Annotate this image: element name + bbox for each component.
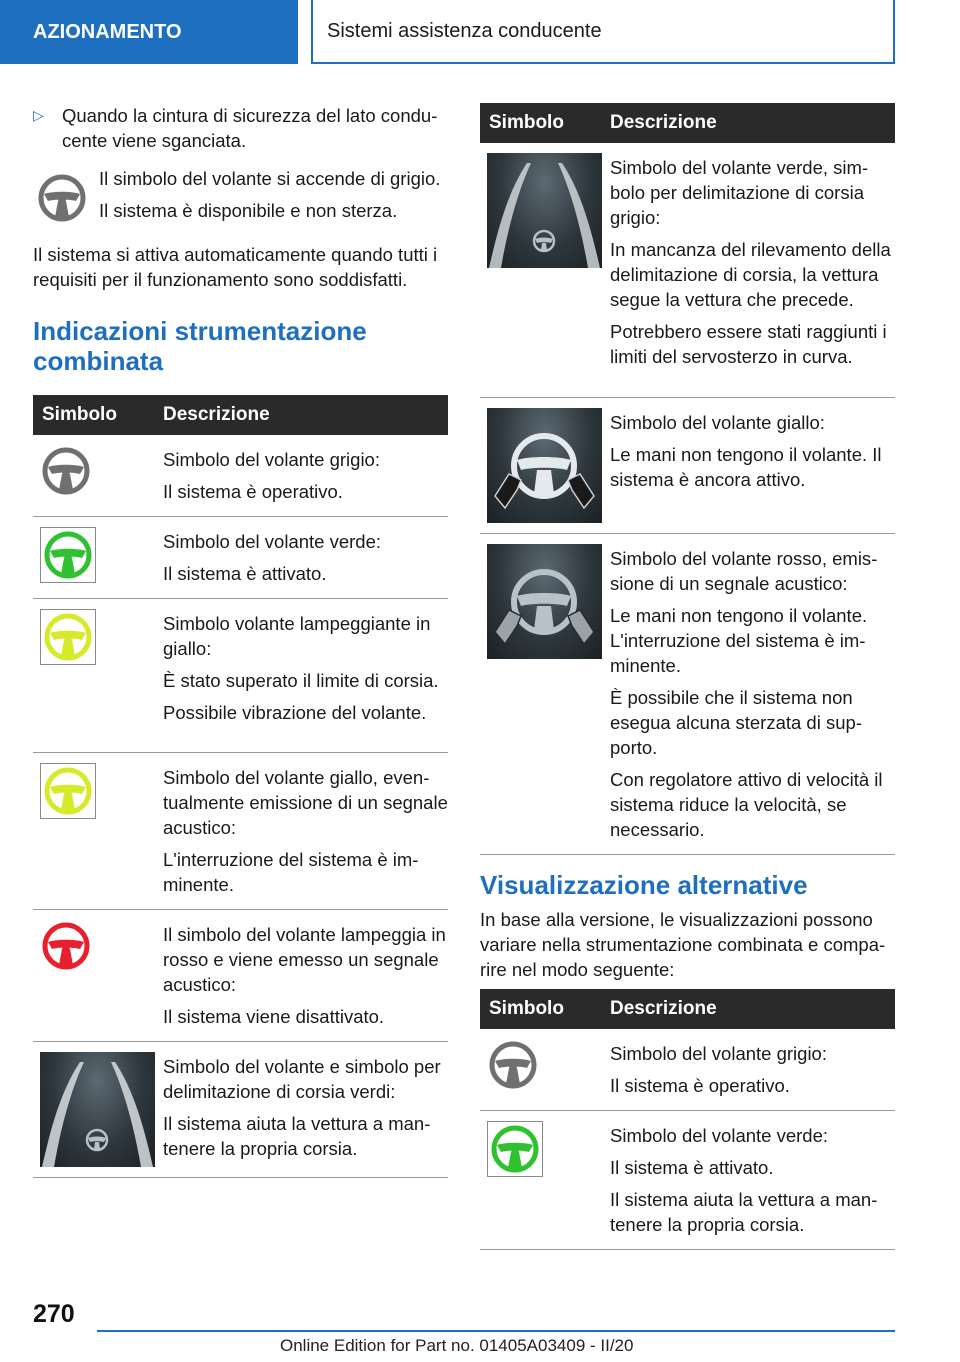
description-line: Le mani non tengono il volante. Il sistema è ancora attivo. <box>610 443 882 490</box>
description-line: Simbolo del volante grigio: <box>163 449 380 470</box>
description-line: Il sistema è operativo. <box>163 481 343 502</box>
steering-wheel-green-icon <box>480 1111 610 1182</box>
lane-boundaries-grey-icon <box>487 153 602 268</box>
footer-divider <box>97 1330 895 1332</box>
column-header-description: Descrizione <box>610 103 895 143</box>
description-line: Simbolo volante lampeggiante in giallo: <box>163 613 431 659</box>
description-line: Simbolo del volante rosso, emissione di un segnale acustico: <box>610 547 878 594</box>
description-line: L'interruzione del sistema è imminente. <box>163 849 419 895</box>
intro-line: Il simbolo del volante si accende di grigio. <box>99 168 441 189</box>
steering-wheel-grey-icon <box>33 435 163 502</box>
description-line: Il sistema aiuta la vettura a mantenere la propria corsia. <box>163 1113 431 1159</box>
column-header-symbol: Simbolo <box>480 989 610 1029</box>
activation-paragraph: Il sistema si attiva automaticamente quando tutti i requisiti per il funzionamento sono soddisfatti. <box>33 244 438 290</box>
description-line: Il sistema aiuta la vettura a mantenere la propria corsia. <box>610 1189 878 1235</box>
steering-wheel-red-icon <box>33 910 163 977</box>
symbol-table-right <box>480 103 895 855</box>
description-line: Simbolo del volante verde: <box>610 1125 829 1146</box>
description-line: Possibile vibrazione del volante. <box>163 702 427 723</box>
steering-wheel-green-icon <box>33 517 163 588</box>
intro-description <box>99 166 449 230</box>
bullet-item <box>33 103 448 153</box>
triangle-bullet-icon: ▷ <box>33 107 44 123</box>
bullet-text: Quando la cintura di sicurezza del lato conducente viene sganciata. <box>62 105 438 151</box>
header-chapter: Sistemi assistenza conducente <box>311 0 895 64</box>
table-row <box>480 143 895 397</box>
table-row <box>33 599 448 753</box>
description-line: Simbolo del volante verde: <box>163 531 382 552</box>
table-row <box>33 517 448 599</box>
table-row <box>33 910 448 1042</box>
column-header-description: Descrizione <box>610 989 895 1029</box>
description-line: Simbolo del volante giallo: <box>610 411 825 433</box>
section-heading: Indicazioni strumentazione combinata <box>33 316 367 376</box>
steering-wheel-grey-icon <box>36 172 88 229</box>
description-line: Simbolo del volante verde, simbolo per delimitazione di corsia grigio: <box>610 157 869 228</box>
page-number: 270 <box>33 1300 75 1328</box>
intro-line: Il sistema è disponibile e non sterza. <box>99 200 398 221</box>
table-row <box>480 1111 895 1250</box>
symbol-table-alternative <box>480 989 895 1250</box>
table-row <box>33 435 448 517</box>
description-line: Il sistema viene disattivato. <box>163 1006 385 1027</box>
description-line: Le mani non tengono il volante. L'interruzione del sistema è imminente. <box>610 604 868 676</box>
table-row <box>33 1042 448 1178</box>
column-header-symbol: Simbolo <box>480 103 610 143</box>
description-line: Il sistema è attivato. <box>163 563 327 584</box>
description-line: Il simbolo del volante lampeggia in rosso e viene emesso un segnale acustico: <box>163 924 446 995</box>
hands-off-wheel-red-icon <box>487 544 602 659</box>
description-line: Simbolo del volante giallo, eventualmente emissione di un segnale acustico: <box>163 767 448 838</box>
description-line: È stato superato il limite di corsia. <box>163 670 439 691</box>
description-line: Il sistema è attivato. <box>610 1157 774 1178</box>
symbol-table-left <box>33 395 448 1178</box>
column-header-description: Descrizione <box>163 395 448 435</box>
description-line: È possibile che il sistema non esegua alcuna sterzata di supporto. <box>610 686 862 758</box>
steering-wheel-yellow-icon <box>33 753 163 824</box>
table-row <box>480 397 895 533</box>
description-line: Il sistema è operativo. <box>610 1075 790 1096</box>
description-line: Simbolo del volante e simbolo per delimitazione di corsia verdi: <box>163 1056 441 1102</box>
table-row <box>33 753 448 910</box>
description-line: Simbolo del volante grigio: <box>610 1043 827 1064</box>
column-header-symbol: Simbolo <box>33 395 163 435</box>
alternative-paragraph: In base alla versione, le visualizzazioni possono variare nella strumentazione combinata e comparire nel modo seguente: <box>480 909 886 980</box>
table-row <box>480 1029 895 1111</box>
description-line: Potrebbero essere stati raggiunti i limiti del servosterzo in curva. <box>610 321 887 367</box>
steering-wheel-grey-icon <box>480 1029 610 1096</box>
description-line: Con regolatore attivo di velocità il sistema riduce la velocità, se necessario. <box>610 768 883 840</box>
header-section: AZIONAMENTO <box>0 0 298 64</box>
steering-wheel-yellow-blinking-icon <box>33 599 163 670</box>
section-heading: Visualizzazione alternative <box>480 870 808 900</box>
description-line: In mancanza del rilevamento della delimitazione di corsia, la vettura segue la vettura che precede. <box>610 239 891 310</box>
lane-boundaries-green-icon <box>40 1052 155 1167</box>
hands-off-wheel-yellow-icon <box>487 408 602 523</box>
table-row <box>480 533 895 854</box>
edition-note: Online Edition for Part no. 01405A03409 - II/20 <box>280 1336 634 1355</box>
